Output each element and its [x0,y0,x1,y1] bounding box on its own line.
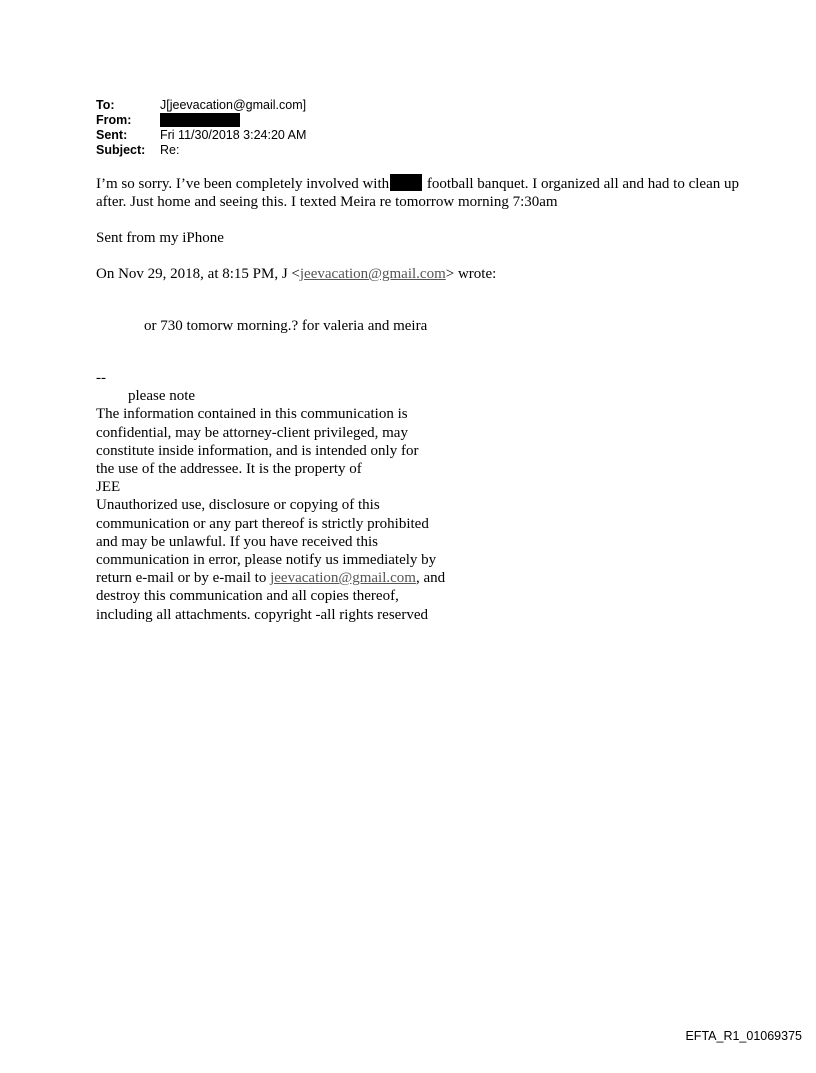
from-redaction [160,113,240,127]
signature-line: constitute inside information, and is intended only for [96,442,419,459]
subject-row [96,143,306,158]
quote-intro-start: On Nov 29, 2018, at 8:15 PM, J < [96,266,300,282]
subject-value: Re: [160,143,180,157]
quote-intro-end: > wrote: [445,266,497,282]
signature-text: return e-mail or by e-mail to [96,570,271,587]
signature-dashes: -- [96,370,106,386]
to-value: J[jeevacation@gmail.com] [160,98,307,112]
from-label: From: [96,113,132,127]
signature-line: confidential, may be attorney-client privileged, may [96,424,408,441]
to-label: To: [96,98,115,112]
signature-line: and may be unlawful. If you have received this [96,533,378,550]
sent-row [96,128,306,143]
email-header [96,98,306,158]
signature-line-email [96,569,746,587]
message-text-part2: football banquet. I organized all and had to clean up after. Just home and seeing this. I texted Meira re tomorrow morning 7:30am [96,176,739,210]
signature-text: , and [415,570,446,587]
signature-please-note: please note [128,388,196,405]
document-id: EFTA_R1_01069375 [685,1029,802,1043]
quoted-message: or 730 tomorw morning.? for valeria and meira [144,318,428,334]
sent-value: Fri 11/30/2018 3:24:20 AM [160,128,307,142]
sent-label: Sent: [96,128,128,142]
inline-redaction [390,174,422,191]
signature-line: including all attachments. copyright -all rights reserved [96,606,428,623]
signature-line: The information contained in this communication is [96,406,408,423]
message-text-part1: I’m so sorry. I’ve been completely involved with [96,176,390,192]
signature-line: communication in error, please notify us immediately by [96,552,437,569]
signature-line: Unauthorized use, disclosure or copying of this [96,497,380,514]
signature-line: JEE [96,479,121,496]
message-paragraph [96,174,746,211]
signature-line: communication or any part thereof is strictly prohibited [96,515,429,532]
to-row [96,98,306,113]
quote-email-link[interactable]: jeevacation@gmail.com [299,266,446,282]
signature-line: the use of the addressee. It is the property of [96,461,362,478]
signature-block [96,369,746,624]
signature-email-link[interactable]: jeevacation@gmail.com [270,570,416,587]
sent-from-line: Sent from my iPhone [96,230,224,246]
from-row [96,113,306,128]
email-body [96,174,746,624]
signature-line: destroy this communication and all copies thereof, [96,588,399,605]
subject-label: Subject: [96,143,146,157]
quote-intro [96,265,746,283]
